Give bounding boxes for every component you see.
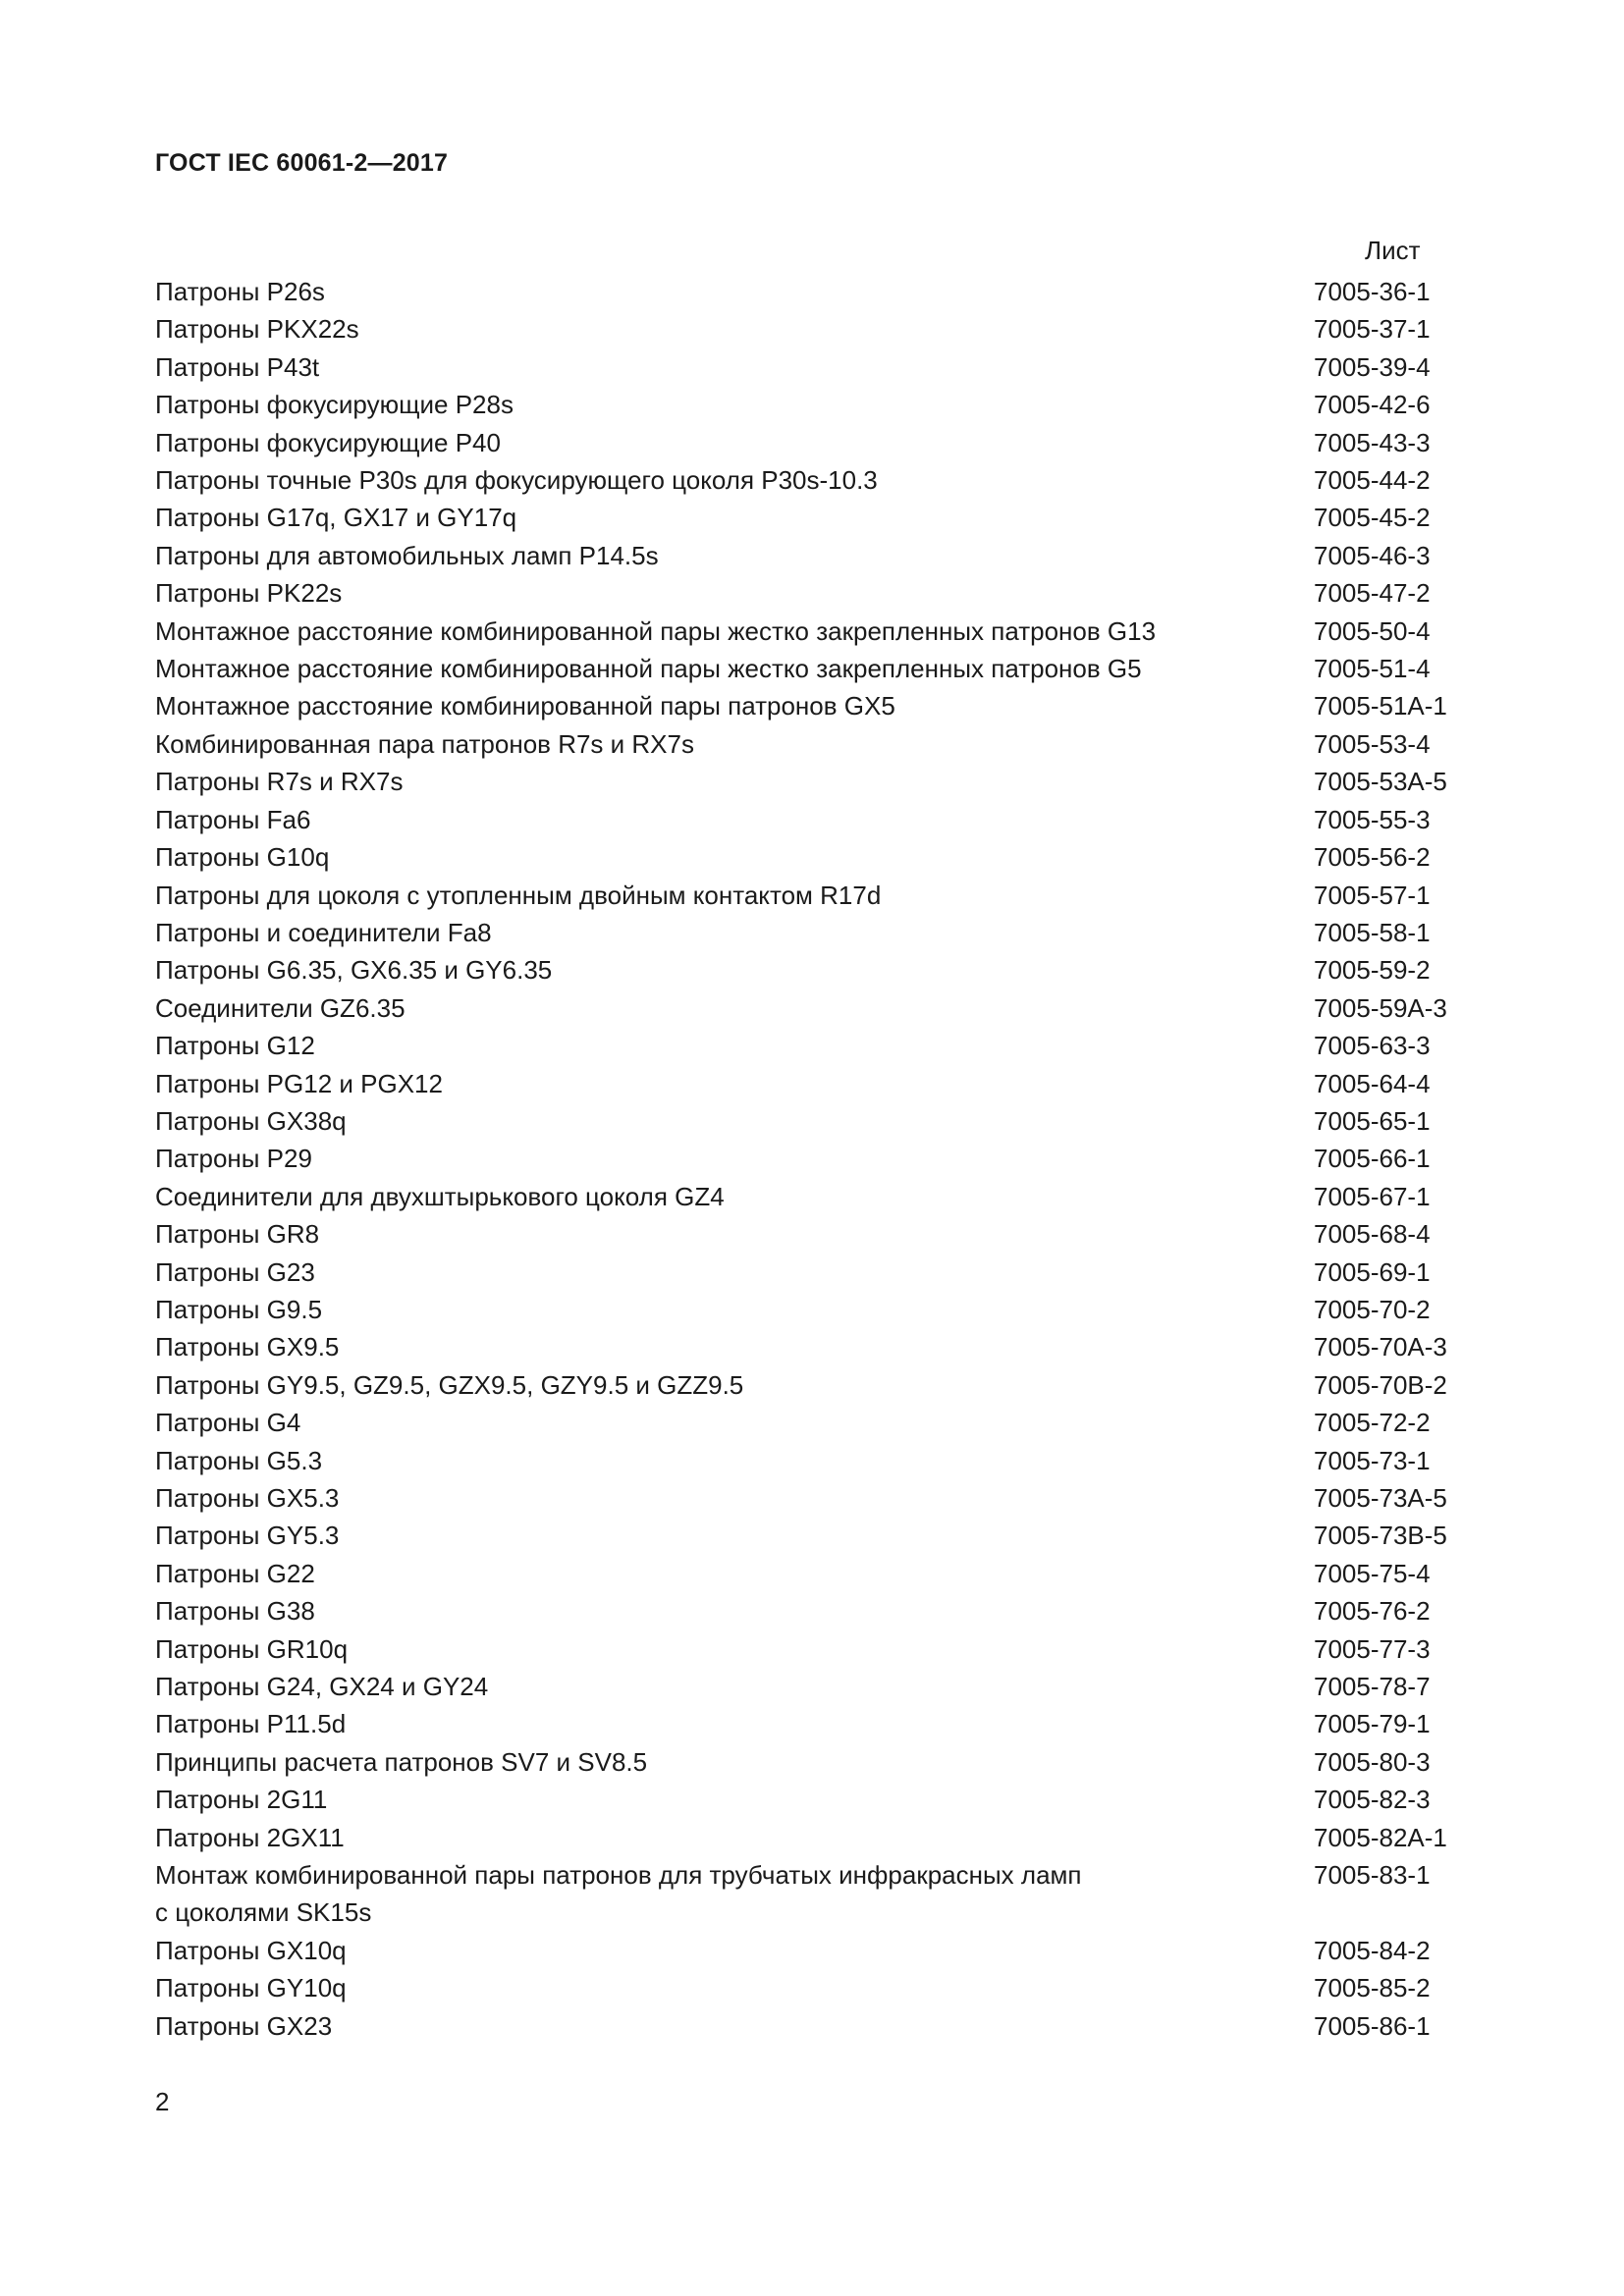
row-title: Комбинированная пара патронов R7s и RX7s	[155, 728, 694, 759]
row-title: Патроны P26s	[155, 277, 325, 306]
row-sheet-number: 7005-68-4	[1314, 1219, 1431, 1250]
contents-row	[155, 273, 1471, 310]
row-title: Соединители для двухштырькового цоколя GZ4	[155, 1181, 725, 1211]
row-title: Патроны G12	[155, 1031, 315, 1061]
row-title: Патроны P43t	[155, 351, 320, 382]
row-sheet-number: 7005-42-6	[1314, 390, 1431, 420]
row-title-continuation: с цоколями SK15s	[155, 1897, 372, 1928]
contents-row	[155, 424, 1471, 461]
row-sheet-number: 7005-77-3	[1314, 1633, 1431, 1664]
row-sheet-number: 7005-70A-3	[1314, 1332, 1447, 1362]
row-title: Принципы расчета патронов SV7 и SV8.5	[155, 1746, 648, 1777]
row-title: Патроны G9.5	[155, 1294, 323, 1324]
contents-row	[155, 1328, 1471, 1365]
row-sheet-number: 7005-57-1	[1314, 880, 1431, 910]
row-sheet-number: 7005-69-1	[1314, 1256, 1431, 1287]
contents-row	[155, 951, 1471, 988]
page-number: 2	[155, 2087, 170, 2116]
contents-row	[155, 1027, 1471, 1064]
row-sheet-number: 7005-55-3	[1314, 804, 1431, 834]
row-sheet-number: 7005-73A-5	[1314, 1483, 1447, 1513]
contents-row	[155, 1291, 1471, 1328]
row-title: Патроны Fa6	[155, 804, 311, 834]
row-title: Патроны GX5.3	[155, 1483, 340, 1513]
row-sheet-number: 7005-58-1	[1314, 917, 1431, 947]
row-sheet-number: 7005-84-2	[1314, 1935, 1431, 1965]
row-sheet-number: 7005-86-1	[1314, 2010, 1431, 2041]
contents-row	[155, 461, 1471, 499]
contents-row	[155, 1856, 1471, 1932]
row-title: Патроны G23	[155, 1256, 315, 1287]
contents-row	[155, 1366, 1471, 1404]
row-sheet-number: 7005-59A-3	[1314, 992, 1447, 1023]
row-title: Патроны G4	[155, 1408, 301, 1438]
row-sheet-number: 7005-37-1	[1314, 314, 1431, 345]
row-sheet-number: 7005-56-2	[1314, 842, 1431, 873]
row-title: Патроны и соединители Fa8	[155, 917, 492, 947]
contents-row	[155, 1630, 1471, 1668]
contents-row	[155, 838, 1471, 876]
row-sheet-number: 7005-64-4	[1314, 1068, 1431, 1098]
row-sheet-number: 7005-79-1	[1314, 1709, 1431, 1739]
row-title: Соединители GZ6.35	[155, 992, 406, 1023]
row-title: Монтаж комбинированной пары патронов для трубчатых инфракрасных ламп	[155, 1860, 1082, 1891]
row-title: Патроны фокусирующие P28s	[155, 390, 514, 420]
row-sheet-number: 7005-63-3	[1314, 1031, 1431, 1061]
row-title: Патроны GR8	[155, 1219, 320, 1250]
contents-row	[155, 1404, 1471, 1441]
contents-row	[155, 1215, 1471, 1253]
row-sheet-number: 7005-73-1	[1314, 1445, 1431, 1475]
row-title: Патроны R7s и RX7s	[155, 767, 404, 797]
row-sheet-number: 7005-43-3	[1314, 427, 1431, 457]
row-sheet-number: 7005-46-3	[1314, 540, 1431, 570]
row-title: Монтажное расстояние комбинированной пары жестко закрепленных патронов G13	[155, 615, 1157, 646]
contents-row	[155, 1442, 1471, 1479]
row-title: Патроны GY9.5, GZ9.5, GZX9.5, GZY9.5 и GZZ9.5	[155, 1369, 744, 1400]
contents-row	[155, 1969, 1471, 2006]
contents-row	[155, 348, 1471, 386]
row-sheet-number: 7005-78-7	[1314, 1672, 1431, 1702]
contents-row	[155, 801, 1471, 838]
row-title: Патроны G5.3	[155, 1445, 323, 1475]
row-title: Патроны P11.5d	[155, 1709, 347, 1739]
row-sheet-number: 7005-76-2	[1314, 1596, 1431, 1627]
row-sheet-number: 7005-51A-1	[1314, 691, 1447, 721]
row-title: Патроны PG12 и PGX12	[155, 1068, 443, 1098]
sheet-column-header: Лист	[1365, 236, 1421, 265]
row-title: Патроны G24, GX24 и GY24	[155, 1672, 489, 1702]
row-sheet-number: 7005-59-2	[1314, 955, 1431, 986]
contents-row	[155, 537, 1471, 574]
row-sheet-number: 7005-45-2	[1314, 503, 1431, 533]
row-sheet-number: 7005-65-1	[1314, 1105, 1431, 1136]
row-title: Патроны G38	[155, 1596, 315, 1627]
row-title: Патроны фокусирующие P40	[155, 427, 501, 457]
row-title: Патроны GY10q	[155, 1973, 347, 2003]
contents-row	[155, 499, 1471, 536]
contents-row	[155, 310, 1471, 347]
row-title: Патроны G6.35, GX6.35 и GY6.35	[155, 955, 553, 986]
contents-row	[155, 1479, 1471, 1517]
contents-row	[155, 1102, 1471, 1140]
contents-row	[155, 763, 1471, 800]
row-title: Патроны GR10q	[155, 1633, 349, 1664]
contents-row	[155, 650, 1471, 687]
contents-row	[155, 574, 1471, 612]
row-sheet-number: 7005-73B-5	[1314, 1521, 1447, 1551]
row-title: Патроны G17q, GX17 и GY17q	[155, 503, 517, 533]
row-sheet-number: 7005-70B-2	[1314, 1369, 1447, 1400]
contents-row	[155, 1781, 1471, 1818]
contents-row	[155, 1065, 1471, 1102]
row-sheet-number: 7005-51-4	[1314, 654, 1431, 684]
contents-row	[155, 989, 1471, 1027]
contents-row	[155, 1140, 1471, 1177]
row-title: Патроны G10q	[155, 842, 330, 873]
row-sheet-number: 7005-83-1	[1314, 1860, 1431, 1891]
row-sheet-number: 7005-80-3	[1314, 1746, 1431, 1777]
row-title: Патроны GX10q	[155, 1935, 347, 1965]
contents-row	[155, 2007, 1471, 2045]
contents-row	[155, 1743, 1471, 1781]
row-sheet-number: 7005-66-1	[1314, 1144, 1431, 1174]
row-title: Патроны GY5.3	[155, 1521, 340, 1551]
contents-row	[155, 1555, 1471, 1592]
contents-row	[155, 1254, 1471, 1291]
row-sheet-number: 7005-82-3	[1314, 1785, 1431, 1815]
row-sheet-number: 7005-67-1	[1314, 1181, 1431, 1211]
row-title: Патроны для автомобильных ламп P14.5s	[155, 540, 659, 570]
contents-row	[155, 687, 1471, 724]
row-sheet-number: 7005-36-1	[1314, 277, 1431, 306]
row-sheet-number: 7005-85-2	[1314, 1973, 1431, 2003]
contents-row	[155, 1517, 1471, 1554]
row-title: Патроны GX9.5	[155, 1332, 340, 1362]
contents-row	[155, 1668, 1471, 1705]
row-sheet-number: 7005-47-2	[1314, 578, 1431, 609]
document-header: ГОСТ IEC 60061-2—2017	[155, 149, 449, 177]
row-title: Патроны G22	[155, 1558, 315, 1588]
row-title: Патроны 2G11	[155, 1785, 328, 1815]
row-sheet-number: 7005-72-2	[1314, 1408, 1431, 1438]
contents-row	[155, 877, 1471, 914]
row-title: Патроны для цоколя с утопленным двойным контактом R17d	[155, 880, 882, 910]
contents-row	[155, 1592, 1471, 1629]
contents-row	[155, 1932, 1471, 1969]
row-title: Монтажное расстояние комбинированной пары патронов GX5	[155, 691, 895, 721]
row-title: Патроны 2GX11	[155, 1822, 345, 1852]
contents-row	[155, 1705, 1471, 1742]
contents-row	[155, 1178, 1471, 1215]
contents-row	[155, 613, 1471, 650]
contents-row	[155, 386, 1471, 423]
row-sheet-number: 7005-50-4	[1314, 615, 1431, 646]
row-title: Патроны PK22s	[155, 578, 343, 609]
row-sheet-number: 7005-39-4	[1314, 351, 1431, 382]
row-sheet-number: 7005-44-2	[1314, 465, 1431, 496]
row-title: Патроны точные P30s для фокусирующего цоколя P30s-10.3	[155, 465, 878, 496]
row-title: Патроны GX38q	[155, 1105, 347, 1136]
contents-row	[155, 725, 1471, 763]
row-title: Патроны P29	[155, 1144, 312, 1174]
row-sheet-number: 7005-53-4	[1314, 728, 1431, 759]
contents-row	[155, 914, 1471, 951]
row-sheet-number: 7005-53A-5	[1314, 767, 1447, 797]
row-sheet-number: 7005-70-2	[1314, 1294, 1431, 1324]
contents-row	[155, 1819, 1471, 1856]
row-title: Патроны PKX22s	[155, 314, 359, 345]
row-sheet-number: 7005-75-4	[1314, 1558, 1431, 1588]
row-sheet-number: 7005-82A-1	[1314, 1822, 1447, 1852]
contents-list	[155, 273, 1471, 2045]
row-title: Патроны GX23	[155, 2010, 333, 2041]
row-title: Монтажное расстояние комбинированной пары жестко закрепленных патронов G5	[155, 654, 1142, 684]
